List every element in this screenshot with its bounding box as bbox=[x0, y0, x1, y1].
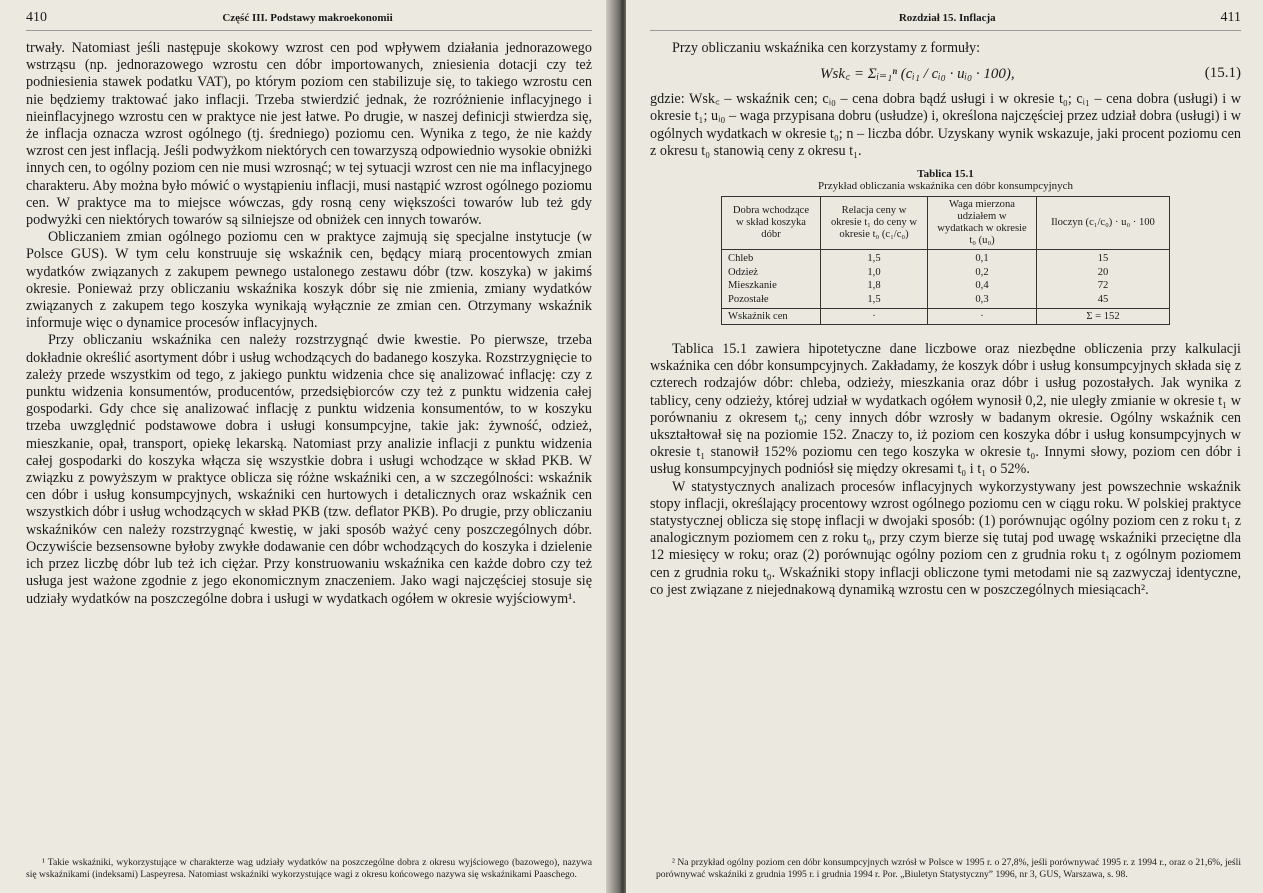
table-header-cell: Relacja ceny w okresie t₁ do ceny w okresie t₀ (c₁/c₀) bbox=[821, 197, 928, 250]
price-index-table bbox=[721, 196, 1170, 325]
cell-ratio: 1,5 bbox=[867, 293, 881, 305]
left-body-text bbox=[26, 40, 592, 608]
paragraph: Tablica 15.1 zawiera hipotetyczne dane liczbowe oraz niezbędne obliczenia przy kalkulacji wskaźnika cen dóbr konsumpcyjnych. Zakładamy, że koszyk dóbr i usług konsumpcyjnych składa się z czterech rodzajów dóbr: chleba, odzieży, mieszkania oraz dóbr i usług pozostałych. Jak wynika z tablicy, ceny odzieży, której udział w wydatkach ogółem wynosił 0,2, nie uległy zmianie w okresie t₁ w porównaniu z okresem t₀; ceny innych dóbr wzrosły w badanym okresie. Ogólny wskaźnik cen ukształtował się na poziomie 152. Znaczy to, iż poziom cen koszyka dóbr i usług konsumpcyjnych w okresie t₁ stanowił 152% poziomu cen tego koszyka w okresie t₀. Innymi słowy, poziom cen dóbr i usług konsumpcyjnych podniósł się między okresami t₀ i t₁ o 52%. bbox=[650, 341, 1241, 478]
left-footnote bbox=[26, 857, 592, 881]
left-page bbox=[0, 0, 616, 893]
cell-ratio: 1,5 bbox=[867, 253, 881, 265]
table-cell bbox=[1037, 250, 1170, 309]
formula-expression: Wsk꜀ = Σᵢ₌₁ⁿ (cᵢ₁ / cᵢ₀ · uᵢ₀ · 100), bbox=[820, 66, 1015, 83]
table-cell bbox=[928, 250, 1037, 309]
cell-product: 20 bbox=[1097, 266, 1109, 278]
right-body-text bbox=[650, 40, 1241, 599]
table-header-cell: Waga mierzona udziałem w wydatkach w okresie t₀ (u₀) bbox=[928, 197, 1037, 250]
cell-good: Chleb bbox=[728, 253, 754, 265]
cell-weight: 0,3 bbox=[975, 293, 989, 305]
right-page bbox=[626, 0, 1263, 893]
cell-product: 15 bbox=[1097, 253, 1109, 265]
right-running-head bbox=[650, 10, 1241, 31]
formula-15-1 bbox=[650, 63, 1241, 83]
table-row bbox=[722, 250, 1170, 309]
footnote-text: ¹ Takie wskaźniki, wykorzystujące w charakterze wag udziały wydatków na poszczególne dobra z okresu wyjściowego (bazowego), nazywa się wskaźnikami (indeksami) Laspeyresa. Natomiast wskaźniki wykorzystujące wagi z okresu końcowego nazywa się wskaźnikami Paaschego. bbox=[26, 857, 592, 880]
paragraph: Przy obliczaniu wskaźnika cen korzystamy z formuły: bbox=[672, 40, 981, 56]
table-cell: Σ = 152 bbox=[1037, 309, 1170, 325]
paragraph: gdzie: Wsk꜀ – wskaźnik cen; cᵢ₀ – cena dobra bądź usługi i w okresie t₀; cᵢ₁ – cena dobra (usługi) i w okresie t₁; uᵢ₀ – waga przypisana dobru (usłudze) i, określona najczęściej przez udział dobra (usługi) i w ogólnych wydatkach w okresie t₀; n – liczba dóbr. Uzyskany wynik wskazuje, jaki procent poziomu cen z okresu t₀ stanowią ceny z okresu t₁. bbox=[650, 91, 1241, 159]
left-running-head bbox=[26, 10, 592, 31]
table-header-cell: Iloczyn (c₁/c₀) · u₀ · 100 bbox=[1037, 197, 1170, 250]
table-title: Przykład obliczania wskaźnika cen dóbr konsumpcyjnych bbox=[817, 180, 1074, 193]
cell-weight: 0,2 bbox=[975, 266, 989, 278]
table-header-cell: Dobra wchodzące w skład koszyka dóbr bbox=[722, 197, 821, 250]
page-number-right: 411 bbox=[1220, 10, 1241, 25]
cell-ratio: 1,8 bbox=[867, 280, 881, 292]
cell-good: Mieszkanie bbox=[728, 280, 777, 292]
footnote-text: ² Na przykład ogólny poziom cen dóbr konsumpcyjnych wzrósł w Polsce w 1995 r. o 27,8%, jeśli porównywać 1995 r. z 1994 r., oraz o 21,6%, jeśli porównywać wskaźniki z grudnia 1995 r. i grudnia 1994 r. Por. „Biuletyn Statystyczny” 1996, nr 3, GUS, Warszawa, s. 98. bbox=[656, 857, 1241, 880]
cell-good: Odzież bbox=[728, 266, 758, 278]
formula-number: (15.1) bbox=[1204, 64, 1241, 81]
table-caption bbox=[650, 168, 1241, 192]
right-footnote bbox=[656, 857, 1241, 881]
cell-product: 72 bbox=[1097, 280, 1109, 292]
cell-ratio: 1,0 bbox=[867, 266, 881, 278]
table-number: Tablica 15.1 bbox=[917, 168, 974, 181]
cell-good: Pozostałe bbox=[728, 293, 769, 305]
paragraph: Przy obliczaniu wskaźnika cen należy rozstrzygnąć dwie kwestie. Po pierwsze, trzeba dokładnie określić asortyment dóbr i usług wchodzących do badanego koszyka. Rozstrzygnięcie to zależy przede wszystkim od tego, z jakiego punktu widzenia chce się analizować inflację: czy z punktu widzenia konsumentów, producentów, przedsiębiorców czy też z punktu widzenia całej gospodarki. Gdy chce się analizować inflację z punktu widzenia konsumentów, to w koszyku trzeba uwzględnić podstawowe dobra i usługi konsumpcyjne, takie jak: żywność, odzież, mieszkanie, opał, transport, opiekę lekarską. Natomiast przy analizie inflacji z punktu widzenia całej gospodarki do koszyka włącza się wszystkie dobra i usługi wchodzące w skład PKB. W związku z powyższym w praktyce oblicza się różne wskaźniki cen, a w szczególności: wskaźnik cen dóbr i usług konsumpcyjnych, wskaźniki cen hurtowych i detalicznych oraz wskaźnik cen wszystkich dóbr i usług wchodzących w skład PKB (tzw. deflator PKB). Po drugie, przy obliczaniu wskaźników cen należy rozstrzygnąć kwestię, w jaki sposób ważyć ceny poszczególnych dóbr. Oczywiście bezsensowne byłoby zwykłe dodawanie cen dóbr wchodzących do koszyka i dzielenie ich przez liczbę dóbr lub też ich ciężar. Przy konstruowaniu wskaźnika cen każde dobro czy też usługa jest ważone zgodnie z jego ekonomicznym znaczeniem. Jako wagi najczęściej stosuje się udziały wydatków na poszczególne dobra i usługi w wydatkach ogółem w okresie wyjściowym¹. bbox=[26, 332, 592, 607]
table-cell: · bbox=[928, 309, 1037, 325]
page-number-left: 410 bbox=[26, 10, 47, 25]
cell-weight: 0,4 bbox=[975, 280, 989, 292]
table-cell bbox=[722, 250, 821, 309]
table-cell bbox=[821, 250, 928, 309]
cell-weight: 0,1 bbox=[975, 253, 989, 265]
table-cell: Wskaźnik cen bbox=[722, 309, 821, 325]
paragraph: Obliczaniem zmian ogólnego poziomu cen w praktyce zajmują się specjalne instytucje (w Polsce GUS). W tym celu konstruuje się wskaźnik cen, będący miarą procentowych zmian wydatków związanych z zakupem pewnego ustalonego zestawu dóbr (tzw. koszyka) w jakimś okresie. Ponieważ przy obliczaniu wskaźnika koszyk dóbr się nie zmienia, zmiany wydatków związanych z zakupem tego koszyka wynikają wyłącznie ze zmian cen. Otrzymany wskaźnik informuje więc o dynamice procesów inflacyjnych. bbox=[26, 229, 592, 332]
table-total-row bbox=[722, 309, 1170, 325]
left-running-title: Część III. Podstawy makroekonomii bbox=[222, 12, 393, 24]
table-cell: · bbox=[821, 309, 928, 325]
cell-product: 45 bbox=[1097, 293, 1109, 305]
paragraph: W statystycznych analizach procesów inflacyjnych wykorzystywany jest powszechnie wskaźnik stopy inflacji, określający procentowy wzrost ogólnego poziomu cen w ciągu roku. W polskiej praktyce statystycznej oblicza się stopę inflacji w dwojaki sposób: (1) porównując ogólny poziom cen z roku t₁ z analogicznym poziomem cen z roku t₀, przy czym bierze się tutaj pod uwagę wskaźniki przeciętne dla 12 miesięcy w roku; oraz (2) porównując ogólny poziom cen z grudnia roku t₁ z ogólnym poziomem cen z grudnia roku t₀. Wskaźniki stopy inflacji obliczone tymi metodami nie są zazwyczaj identyczne, co jest związane z niejednakową dynamiką wzrostu cen w poszczególnych miesiącach². bbox=[650, 478, 1241, 598]
right-running-title: Rozdział 15. Inflacja bbox=[898, 12, 996, 24]
paragraph: trwały. Natomiast jeśli następuje skokowy wzrost cen pod wpływem działania jednorazowego wstrząsu (np. jednorazowego wzrostu cen dóbr importowanych, zniesienia dotacji czy też podniesienia stawek podatku VAT), po którym poziom cen stabilizuje się, to takiego wzrostu cen nie będziemy traktować jako inflacji. Trzeba stwierdzić jednak, że rozróżnienie inflacyjnego i nieinflacyjnego wzrostu cen w praktyce nie jest łatwe. Po drugie, w naszej definicji stwierdza się, że inflacja oznacza wzrost ogólnego (tj. średniego) poziomu cen. Wynika z tego, że nie każdy wzrost cen jest inflacją. Jeśli podwyżkom niektórych cen towarzyszą odpowiednio wysokie obniżki innych cen, to ogólny poziom cen nie musi wzrosnąć; w tej sytuacji wzrost cen nie ma inflacyjnego charakteru. Aby można było mówić o wystąpieniu inflacji, musi nastąpić wzrost ogólnego poziomu cen. W praktyce ma to miejsce wówczas, gdy rosną ceny większości towarów lub też gdy podwyżki cen niektórych towarów są silniejsze od obniżek cen innych towarów. bbox=[26, 40, 592, 229]
